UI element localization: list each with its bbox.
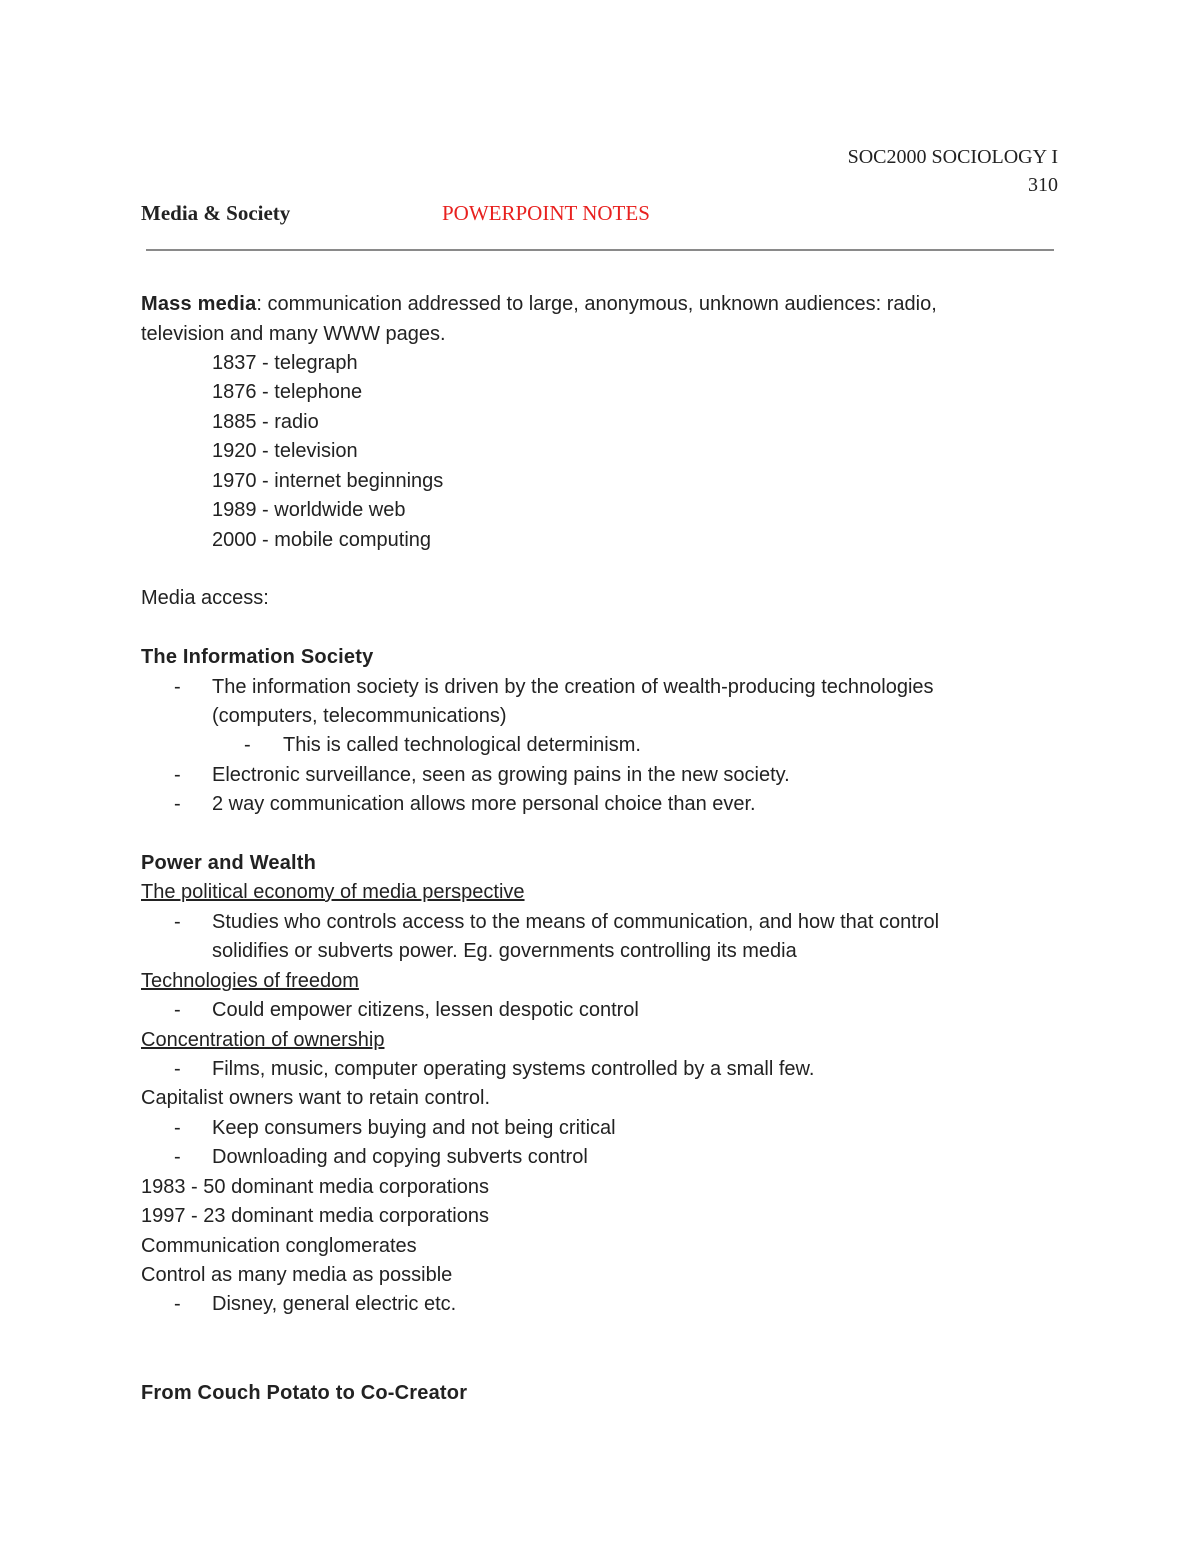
bullet-text: Could empower citizens, lessen despotic control bbox=[212, 999, 639, 1021]
section-heading-power-wealth: Power and Wealth bbox=[141, 852, 317, 874]
mass-media-definition-text: : communication addressed to large, anonymous, unknown audiences: radio, bbox=[256, 293, 937, 315]
text-line: 1997 - 23 dominant media corporations bbox=[141, 1205, 489, 1227]
section-heading-information-society: The Information Society bbox=[141, 646, 374, 668]
course-header bbox=[848, 143, 1058, 199]
subheading-political-economy: The political economy of media perspective bbox=[141, 881, 525, 903]
page-title: Media & Society bbox=[141, 201, 291, 225]
bullet-dash: - bbox=[174, 1058, 181, 1080]
bullet-text-cont: (computers, telecommunications) bbox=[212, 705, 507, 727]
timeline-item: 1989 - worldwide web bbox=[212, 499, 406, 521]
timeline-item: 1920 - television bbox=[212, 440, 358, 462]
text-line: Communication conglomerates bbox=[141, 1235, 417, 1257]
bullet-text: Keep consumers buying and not being critical bbox=[212, 1117, 616, 1139]
bullet-text: 2 way communication allows more personal choice than ever. bbox=[212, 793, 756, 815]
subheading-concentration-ownership: Concentration of ownership bbox=[141, 1029, 385, 1051]
text-line: 1983 - 50 dominant media corporations bbox=[141, 1176, 489, 1198]
bullet-dash: - bbox=[174, 793, 181, 815]
bullet-text: Downloading and copying subverts control bbox=[212, 1146, 588, 1168]
bullet-dash: - bbox=[174, 1146, 181, 1168]
timeline-item: 2000 - mobile computing bbox=[212, 529, 432, 551]
bullet-text: Electronic surveillance, seen as growing pains in the new society. bbox=[212, 764, 790, 786]
timeline-item: 1970 - internet beginnings bbox=[212, 470, 444, 492]
section-heading-couch-potato: From Couch Potato to Co-Creator bbox=[141, 1382, 468, 1404]
bullet-text: Films, music, computer operating systems controlled by a small few. bbox=[212, 1058, 815, 1080]
bullet-dash: - bbox=[174, 1293, 181, 1315]
sub-bullet-text: This is called technological determinism. bbox=[283, 734, 641, 756]
course-name: SOC2000 SOCIOLOGY I bbox=[847, 146, 1058, 168]
mass-media-definition bbox=[141, 290, 937, 320]
media-access-label: Media access: bbox=[141, 587, 269, 609]
bullet-dash: - bbox=[174, 911, 181, 933]
timeline-item: 1837 - telegraph bbox=[212, 352, 358, 374]
bullet-text-cont: solidifies or subverts power. Eg. governments controlling its media bbox=[212, 940, 797, 962]
text-line: Control as many media as possible bbox=[141, 1264, 453, 1286]
bullet-dash: - bbox=[174, 1117, 181, 1139]
sub-bullet-dash: - bbox=[244, 734, 251, 756]
subheading-technologies-freedom: Technologies of freedom bbox=[141, 970, 359, 992]
timeline-item: 1876 - telephone bbox=[212, 381, 363, 403]
timeline-item: 1885 - radio bbox=[212, 411, 319, 433]
text-line: Capitalist owners want to retain control. bbox=[141, 1087, 491, 1109]
bullet-dash: - bbox=[174, 999, 181, 1021]
bullet-dash: - bbox=[174, 676, 181, 698]
bullet-text: Disney, general electric etc. bbox=[212, 1293, 457, 1315]
page-subtitle: POWERPOINT NOTES bbox=[442, 201, 650, 225]
horizontal-rule bbox=[146, 249, 1054, 251]
mass-media-definition-cont: television and many WWW pages. bbox=[141, 323, 446, 345]
bullet-dash: - bbox=[174, 764, 181, 786]
bullet-text: Studies who controls access to the means of communication, and how that control bbox=[212, 911, 940, 933]
bullet-text: The information society is driven by the creation of wealth-producing technologies bbox=[212, 676, 934, 698]
mass-media-term: Mass media bbox=[141, 293, 257, 315]
room-number: 310 bbox=[1028, 174, 1058, 196]
